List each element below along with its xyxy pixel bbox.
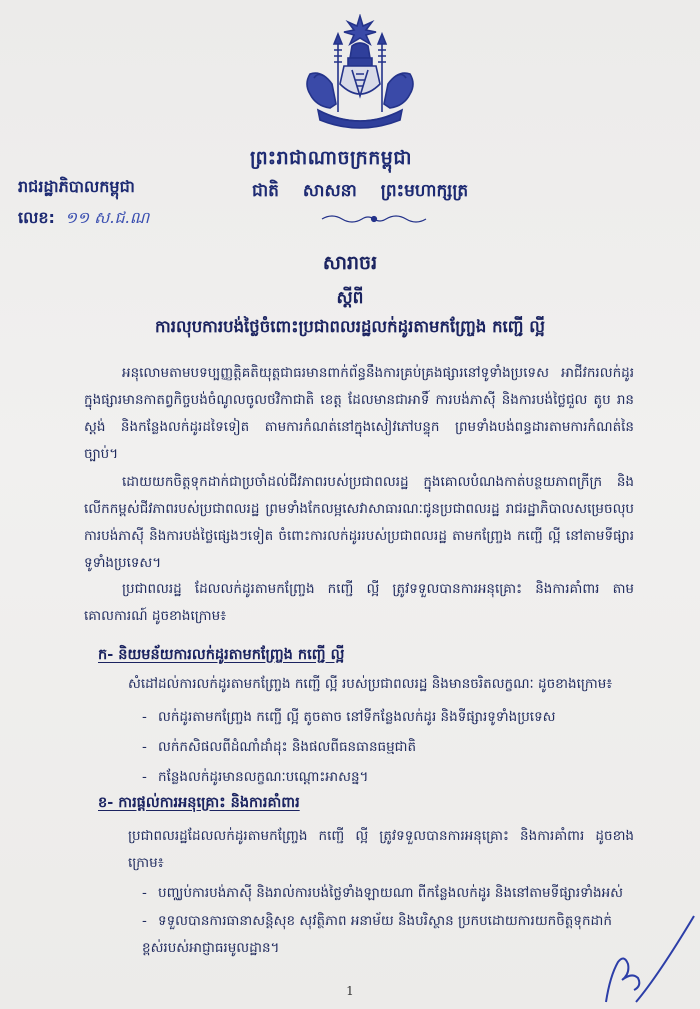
- reference-number: [18, 207, 149, 231]
- issuing-authority: រាជរដ្ឋាភិបាលកម្ពុជា: [18, 177, 135, 196]
- section-a-heading: ក- និយមន័យការលក់ដូរតាមកញ្ច្រែង កញ្ជើ ល្អី: [98, 647, 345, 663]
- subject-connector: ស្ដីពី: [336, 288, 364, 308]
- reference-label: លេខ:: [18, 208, 55, 227]
- list-item: - ទទួលបានការធានាសន្តិសុខ សុវត្ថិភាព អនាម័យ និងបរិស្ថាន ប្រកបដោយការយកចិត្តទុកដាក់ខ្ពស់របស់អាជ្ញាធរមូលដ្ឋាន។: [142, 913, 612, 956]
- section-b-intro: ប្រជាពលរដ្ឋដែលលក់ដូរតាមកញ្ច្រែង កញ្ជើ ល្អី ត្រូវទទួលបានការអនុគ្រោះ និងការគាំពារ ដូចខាងក្រោម៖: [128, 828, 634, 871]
- section-b-heading: ខ- ការផ្ដល់ការអនុគ្រោះ និងការគាំពារ: [98, 795, 300, 811]
- royal-coat-of-arms: [300, 14, 420, 136]
- decorative-divider: [318, 212, 430, 226]
- paragraph-1: អនុលោមតាមបទប្បញ្ញត្តិគតិយុត្តជាធរមានពាក់ព័ន្ធនឹងការគ្រប់គ្រងផ្សារនៅទូទាំងប្រទេស អាជីវករលក់ដូរក្នុងផ្សារមានកាតព្វកិច្ចបង់ចំណូលចូលថវិកាជាតិ ខេត្ត ដែលមានជាអាទិ៍ ការបង់ភាស៊ី និងការបង់ថ្លៃជួល តូប រាន ស្ដង់ និងកន្លែងលក់ដូរដទៃទៀត តាមការកំណត់នៅក្នុងសៀវភៅបន្ទុក ព្រមទាំងបង់ពន្ធដារតាមការកំណត់នៃច្បាប់។: [84, 365, 634, 462]
- list-item: - លក់ដូរតាមកញ្ច្រែង កញ្ជើ ល្អី តូចតាច នៅទីកន្លែងលក់ដូរ និងទីផ្សារទូទាំងប្រទេស: [142, 709, 556, 725]
- section-a-list: [142, 702, 556, 792]
- list-item: - បញ្ឈប់ការបង់ភាស៊ី និងរាល់ការបង់ថ្លៃទាំងឡាយណា ពីកន្លែងលក់ដូរ និងនៅតាមទីផ្សារទាំងអស់: [142, 885, 624, 901]
- list-item: - កន្លែងលក់ដូរមានលក្ខណៈបណ្ដោះអាសន្ន។: [142, 769, 369, 785]
- page-number: 1: [346, 984, 354, 998]
- reference-value: ១១ ស.ជ.ណ: [64, 208, 150, 227]
- section-b-list: [142, 878, 632, 962]
- document-type-title: សារាចរ: [322, 252, 378, 274]
- section-a-intro: សំដៅដល់ការលក់ដូរតាមកញ្ច្រែង កញ្ជើ ល្អី របស់ប្រជាពលរដ្ឋ និងមានចរិតលក្ខណៈ ដូចខាងក្រោម៖: [128, 676, 613, 692]
- kingdom-name: ព្រះរាជាណាចក្រកម្ពុជា: [250, 147, 412, 169]
- document-subject: ការលុបការបង់ថ្លៃចំពោះប្រជាពលរដ្ឋលក់ដូរតាមកញ្ច្រែង កញ្ជើ ល្អី: [155, 317, 545, 336]
- list-item: - លក់កសិផលពីដំណាំដាំដុះ និងផលពីធនធានធម្មជាតិ: [142, 739, 417, 755]
- paragraph-2: ដោយយកចិត្តទុកដាក់ជាប្រចាំដល់ជីវភាពរបស់ប្រជាពលរដ្ឋ ក្នុងគោលបំណងកាត់បន្ថយភាពក្រីក្រ និងលើកកម្ពស់ជីវភាពរបស់ប្រជាពលរដ្ឋ ព្រមទាំងកែលម្អសេវាសាធារណៈជូនប្រជាពលរដ្ឋ រាជរដ្ឋាភិបាលសម្រេចលុបការបង់ភាស៊ី និងការបង់ថ្លៃផ្សេងៗទៀត ចំពោះការលក់ដូររបស់ប្រជាពលរដ្ឋ តាមកញ្ច្រែង កញ្ជើ ល្អី នៅតាមទីផ្សារទូទាំងប្រទេស។: [84, 474, 634, 571]
- paragraph-3: ប្រជាពលរដ្ឋ ដែលលក់ដូរតាមកញ្ច្រែង កញ្ជើ ល្អី ត្រូវទទួលបានការអនុគ្រោះ និងការគាំពារ តាមគោលការណ៍ ដូចខាងក្រោម៖: [84, 581, 634, 624]
- handwritten-initial: [598, 906, 698, 1006]
- national-motto: ជាតិ សាសនា ព្រះមហាក្សត្រ: [252, 181, 469, 201]
